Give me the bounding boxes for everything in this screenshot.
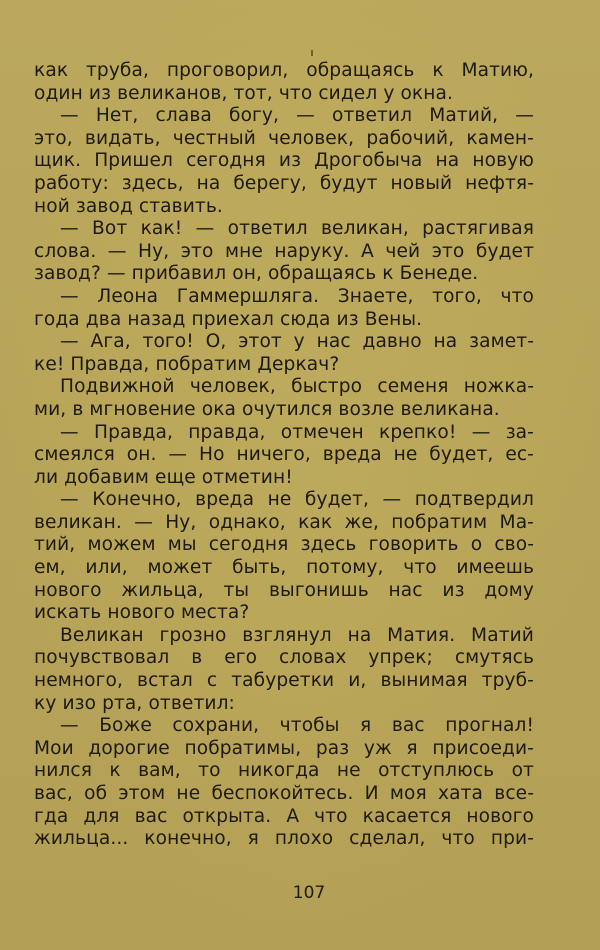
text-line: нился к вам, то никогда не отступлюсь от	[34, 760, 534, 782]
text-line: один из великанов, тот, что сидел у окна.	[34, 82, 454, 104]
text-line: ли добавим еще отметин!	[34, 466, 293, 488]
text-line: почувствовал в его словах упрек; смутясь	[34, 647, 534, 669]
text-line: Мои дорогие побратимы, раз уж я присоеди-	[34, 737, 534, 759]
text-line: ке! Правда, побратим Деркач?	[34, 353, 340, 375]
text-line: — Боже сохрани, чтобы я вас прогнал!	[60, 715, 534, 737]
text-line: гда для вас открыта. А что касается нового	[34, 805, 534, 827]
page-number: 107	[292, 883, 326, 903]
text-line: ной завод ставить.	[34, 195, 223, 217]
text-line: это, видать, честный человек, рабочий, камен-	[34, 127, 534, 149]
text-line: жильца... конечно, я плохо сделал, что при-	[34, 828, 534, 850]
text-line: — Леона Гаммершляга. Знаете, того, что	[60, 285, 534, 307]
body-text	[34, 60, 534, 851]
text-line: ми, в мгновение ока очутился возле великана.	[34, 398, 500, 420]
print-mark	[311, 50, 313, 56]
text-line: щик. Пришел сегодня из Дрогобыча на новую	[34, 150, 534, 172]
text-line: великан. — Ну, однако, как же, побратим Ма-	[34, 511, 534, 533]
text-line: — Ага, того! О, этот у нас давно на замет-	[60, 331, 534, 353]
text-line: — Конечно, вреда не будет, — подтвердил	[60, 489, 534, 511]
text-line: ем, или, может быть, потому, что имеешь	[34, 557, 534, 579]
text-line: — Правда, правда, отмечен крепко! — за-	[60, 421, 534, 443]
text-line: ку изо рта, ответил:	[34, 692, 235, 714]
text-line: вас, об этом не беспокойтесь. И моя хата все-	[34, 783, 534, 804]
text-line: — Вот как! — ответил великан, растягивая	[60, 218, 534, 240]
text-line: года два назад приехал сюда из Вены.	[34, 308, 423, 330]
text-line: Подвижной человек, быстро семеня ножка-	[60, 376, 534, 398]
text-line: искать нового места?	[34, 602, 250, 624]
text-line: нового жильца, ты выгонишь нас из дому	[34, 579, 534, 601]
text-line: — Нет, слава богу, — ответил Матий, —	[60, 105, 534, 127]
text-line: смеялся он. — Но ничего, вреда не будет, ес-	[34, 444, 534, 466]
text-line: слова. — Ну, это мне наруку. А чей это будет	[34, 240, 534, 262]
text-line: немного, встал с табуретки и, вынимая труб-	[34, 670, 534, 692]
text-line: работу: здесь, на берегу, будут новый нефтя-	[34, 172, 534, 194]
text-line: завод? — прибавил он, обращаясь к Бенеде.	[34, 263, 479, 285]
text-line: тий, можем мы сегодня здесь говорить о сво-	[34, 534, 534, 556]
text-line: Великан грозно взглянул на Матия. Матий	[60, 624, 534, 646]
text-line: как труба, проговорил, обращаясь к Матию,	[34, 60, 534, 81]
